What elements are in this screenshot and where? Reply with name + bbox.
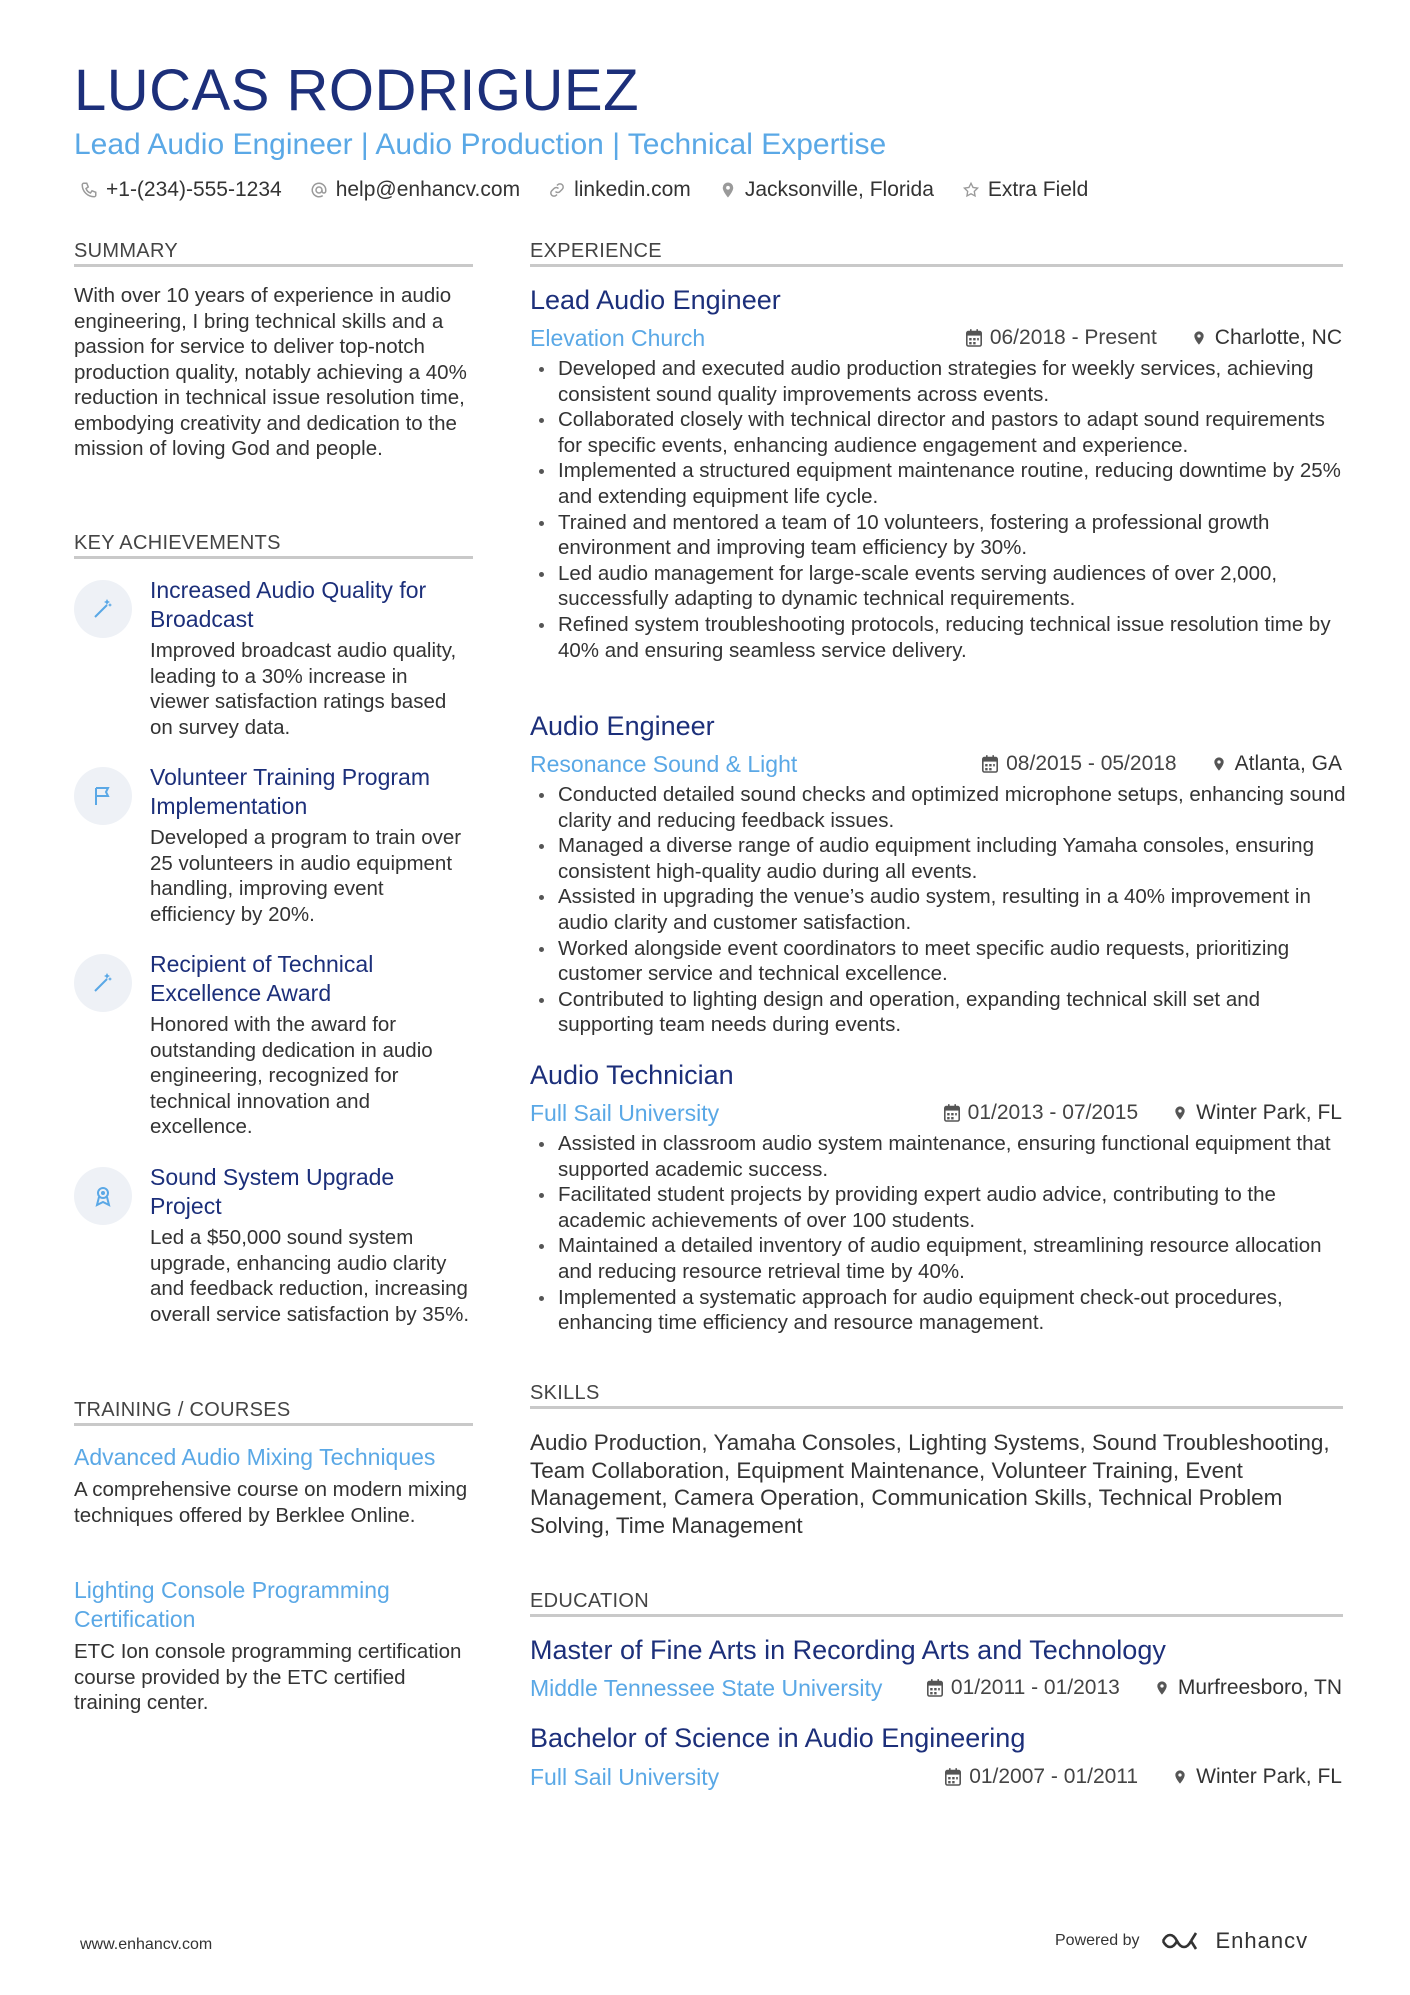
education-dates [945, 1765, 1138, 1789]
education-heading: EDUCATION [530, 1590, 649, 1612]
powered-by-text: Powered by [1055, 1932, 1140, 1949]
calendar-icon [982, 755, 998, 773]
achievement-title: Sound System Upgrade Project [150, 1164, 395, 1219]
calendar-icon [945, 1768, 961, 1786]
achievement-title: Increased Audio Quality for Broadcast [150, 577, 427, 632]
education-location-text: Winter Park, FL [1196, 1765, 1342, 1788]
contact-email[interactable] [310, 178, 520, 202]
achievement-desc: Led a $50,000 sound system upgrade, enhancing audio clarity and feedback reduction, increasing overall service satisfaction by 35%. [150, 1226, 470, 1326]
job-bullet: Managed a diverse range of audio equipment including Yamaha consoles, ensuring consistent high-quality audio during all events. [530, 833, 1350, 884]
contact-location [719, 178, 934, 202]
education-degree: Master of Fine Arts in Recording Arts and Technology [530, 1635, 1166, 1665]
job-bullets [530, 356, 1350, 663]
job-bullet: Worked alongside event coordinators to meet specific audio requests, prioritizing customer service and technical excellence. [530, 936, 1350, 987]
achievement-title: Volunteer Training Program Implementation [150, 764, 430, 819]
education-school: Full Sail University [530, 1764, 720, 1790]
at-icon [310, 181, 328, 199]
magic-wand-icon [74, 580, 132, 638]
contact-extra [962, 178, 1088, 202]
contact-email-text: help@enhancv.com [335, 178, 521, 201]
job-location [1191, 326, 1342, 350]
skills-heading: SKILLS [530, 1382, 600, 1404]
course-desc: A comprehensive course on modern mixing techniques offered by Berklee Online. [74, 1478, 468, 1527]
achievements-divider [74, 556, 473, 559]
footer-website-link[interactable]: www.enhancv.com [80, 1936, 213, 1953]
job-title: Audio Engineer [530, 711, 715, 741]
enhancv-mark-icon [1160, 1929, 1206, 1953]
job-location-text: Charlotte, NC [1214, 326, 1342, 349]
contact-linkedin-text: linkedin.com [574, 178, 691, 201]
job-bullet: Developed and executed audio production strategies for weekly services, achieving consistent sound quality improvements across events. [530, 356, 1350, 407]
job-dates [966, 326, 1157, 350]
job-bullet: Implemented a structured equipment maintenance routine, reducing downtime by 25% and extending equipment life cycle. [530, 458, 1350, 509]
education-dates-text: 01/2011 - 01/2013 [950, 1676, 1120, 1699]
job-dates-text: 08/2015 - 05/2018 [1006, 752, 1177, 775]
job-bullet: Led audio management for large-scale events serving audiences of over 2,000, successfully adapting to dynamic technical requirements. [530, 561, 1350, 612]
job-bullet: Refined system troubleshooting protocols, reducing technical issue resolution time by 40% and ensuring seamless service delivery. [530, 612, 1350, 663]
footer-branding [1055, 1928, 1308, 1954]
achievement-item [74, 576, 474, 746]
star-icon [962, 181, 980, 199]
achievement-item [74, 763, 474, 933]
job-bullet: Implemented a systematic approach for audio equipment check-out procedures, enhancing time efficiency and resource management. [530, 1285, 1350, 1336]
flag-icon [74, 767, 132, 825]
location-pin-icon [1211, 755, 1227, 773]
link-icon [548, 181, 566, 199]
education-divider [530, 1614, 1343, 1617]
education-location [1172, 1765, 1342, 1789]
job-location [1211, 752, 1342, 776]
calendar-icon [944, 1104, 960, 1122]
education-meta [945, 1765, 1342, 1789]
job-bullet: Trained and mentored a team of 10 volunteers, fostering a professional growth environment and improving team efficiency by 30%. [530, 510, 1350, 561]
job-title: Audio Technician [530, 1060, 734, 1090]
contact-linkedin[interactable] [548, 178, 691, 202]
education-degree: Bachelor of Science in Audio Engineering [530, 1723, 1026, 1753]
job-company: Elevation Church [530, 325, 706, 351]
course-title: Lighting Console Programming Certification [74, 1577, 390, 1632]
achievement-desc: Developed a program to train over 25 volunteers in audio equipment handling, improving event efficiency by 20%. [150, 826, 462, 926]
education-location [1154, 1676, 1342, 1700]
brand-name: Enhancv [1215, 1928, 1309, 1953]
location-pin-icon [1172, 1768, 1188, 1786]
training-heading: TRAINING / COURSES [74, 1399, 291, 1421]
job-meta [966, 326, 1342, 350]
award-badge-icon [74, 1167, 132, 1225]
job-bullet: Maintained a detailed inventory of audio equipment, streamlining resource allocation and reducing resource retrieval time by 40%. [530, 1233, 1350, 1284]
job-location [1172, 1101, 1342, 1125]
job-company: Resonance Sound & Light [530, 751, 798, 777]
contact-phone[interactable] [80, 178, 282, 202]
location-pin-icon [1191, 329, 1207, 347]
calendar-icon [966, 329, 982, 347]
job-bullet: Contributed to lighting design and operation, expanding technical skill set and supporting team needs during events. [530, 987, 1350, 1038]
candidate-name: LUCAS RODRIGUEZ [74, 58, 640, 123]
summary-heading: SUMMARY [74, 240, 178, 262]
calendar-icon [927, 1679, 943, 1697]
job-dates-text: 01/2013 - 07/2015 [967, 1101, 1139, 1124]
job-bullets [530, 1131, 1350, 1336]
job-bullet: Collaborated closely with technical director and pastors to adapt sound requirements for specific events, enhancing audience engagement and experience. [530, 407, 1350, 458]
job-bullet: Assisted in upgrading the venue’s audio system, resulting in a 40% improvement in audio clarity and customer satisfaction. [530, 884, 1350, 935]
job-bullet: Assisted in classroom audio system maintenance, ensuring functional equipment that supported academic success. [530, 1131, 1350, 1182]
location-pin-icon [1154, 1679, 1170, 1697]
education-location-text: Murfreesboro, TN [1177, 1676, 1342, 1699]
achievement-item [74, 950, 474, 1140]
education-dates [927, 1676, 1120, 1700]
job-company: Full Sail University [530, 1100, 720, 1126]
summary-text: With over 10 years of experience in audio engineering, I bring technical skills and a passion for service to deliver top-notch production quality, notably achieving a 40% reduction in technical issue resolution time, embodying creativity and dedication to the mission of loving God and people. [74, 284, 467, 460]
phone-icon [80, 181, 98, 199]
job-title: Lead Audio Engineer [530, 285, 781, 315]
job-dates [982, 752, 1176, 776]
achievement-title: Recipient of Technical Excellence Award [150, 951, 374, 1006]
achievement-desc: Honored with the award for outstanding dedication in audio engineering, recognized for technical innovation and excellence. [150, 1013, 433, 1138]
job-meta [982, 752, 1342, 776]
job-meta [944, 1101, 1342, 1125]
job-dates [944, 1101, 1138, 1125]
contact-phone-text: +1-(234)-555-1234 [106, 178, 282, 201]
contact-extra-text: Extra Field [987, 178, 1089, 201]
job-location-text: Atlanta, GA [1234, 752, 1342, 775]
job-location-text: Winter Park, FL [1196, 1101, 1342, 1124]
magic-wand-icon [74, 954, 132, 1012]
achievement-item [74, 1163, 474, 1358]
education-meta [927, 1676, 1342, 1700]
training-divider [74, 1423, 473, 1426]
candidate-tagline: Lead Audio Engineer | Audio Production | Technical Expertise [74, 128, 887, 161]
summary-divider [74, 264, 473, 267]
skills-text: Audio Production, Yamaha Consoles, Lighting Systems, Sound Troubleshooting, Team Collaboration, Equipment Maintenance, Volunteer Training, Event Management, Camera Operation, Communication Skills, Technical Problem Solving, Time Management [530, 1430, 1330, 1538]
contact-location-text: Jacksonville, Florida [744, 178, 934, 201]
job-dates-text: 06/2018 - Present [989, 326, 1157, 349]
enhancv-logo[interactable] [1160, 1928, 1309, 1954]
job-bullet: Conducted detailed sound checks and optimized microphone setups, enhancing sound clarity and reducing feedback issues. [530, 782, 1350, 833]
location-pin-icon [1172, 1104, 1188, 1122]
achievement-desc: Improved broadcast audio quality, leading to a 30% increase in viewer satisfaction ratings based on survey data. [150, 639, 457, 739]
course-desc: ETC Ion console programming certification course provided by the ETC certified training center. [74, 1640, 462, 1714]
job-bullets [530, 782, 1350, 1038]
course-title: Advanced Audio Mixing Techniques [74, 1444, 436, 1470]
experience-divider [530, 264, 1343, 267]
experience-heading: EXPERIENCE [530, 240, 662, 262]
location-pin-icon [719, 181, 737, 199]
skills-divider [530, 1406, 1343, 1409]
education-school: Middle Tennessee State University [530, 1675, 883, 1701]
job-bullet: Facilitated student projects by providing expert audio advice, contributing to the academic achievements of over 100 students. [530, 1182, 1350, 1233]
contact-bar [80, 178, 1088, 202]
education-dates-text: 01/2007 - 01/2011 [969, 1765, 1139, 1788]
achievements-heading: KEY ACHIEVEMENTS [74, 532, 281, 554]
